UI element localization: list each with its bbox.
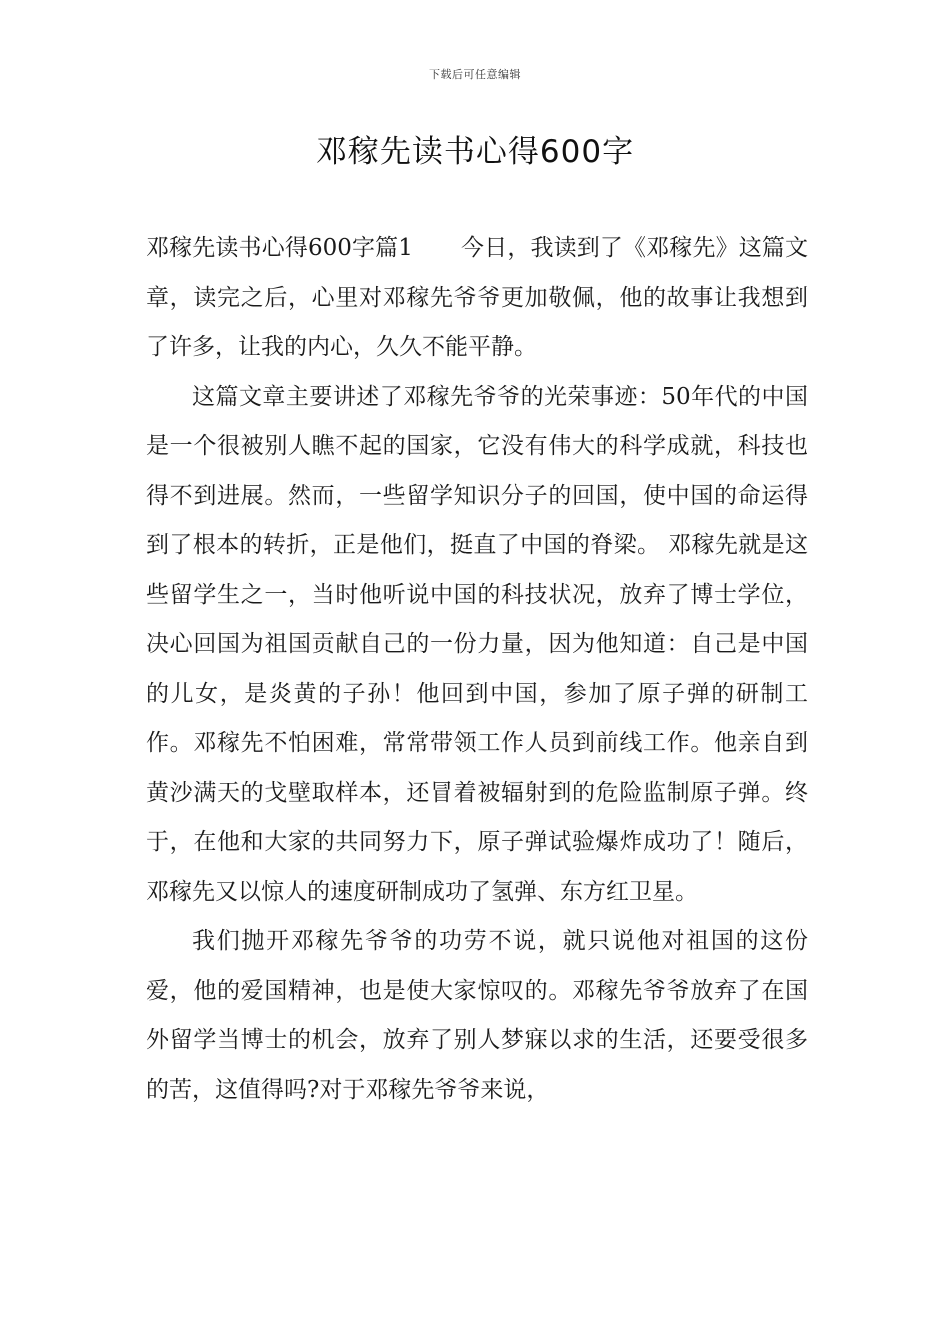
paragraph-1 xyxy=(146,224,808,373)
paragraph-2: 这篇文章主要讲述了邓稼先爷爷的光荣事迹：50年代的中国是一个很被别人瞧不起的国家，它没有伟大的科学成就，科技也得不到进展。然而，一些留学知识分子的回国，使中国的命运得到了根本的转折，正是他们，挺直了中国的脊梁。 邓稼先就是这些留学生之一，当时他听说中国的科技状况，放弃了博士学位，决心回国为祖国贡献自己的一份力量，因为他知道：自己是中国的儿女，是炎黄的子孙！他回到中国，参加了原子弹的研制工作。邓稼先不怕困难，常常带领工作人员到前线工作。他亲自到黄沙满天的戈壁取样本，还冒着被辐射到的危险监制原子弹。终于，在他和大家的共同努力下，原子弹试验爆炸成功了！随后，邓稼先又以惊人的速度研制成功了氢弹、东方红卫星。 xyxy=(146,383,808,905)
paragraph-1-text: 今日，我读到了《邓稼先》这篇文章，读完之后，心里对邓稼先爷爷更加敬佩，他的故事让我想到了许多，让我的内心，久久不能平静。 xyxy=(146,235,808,360)
document-body xyxy=(146,224,808,1115)
document-title: 邓稼先读书心得600字 xyxy=(315,134,635,170)
section-heading: 邓稼先读书心得600字篇1 xyxy=(146,235,413,261)
paragraph-3: 我们抛开邓稼先爷爷的功劳不说，就只说他对祖国的这份爱，他的爱国精神，也是使大家惊叹的。邓稼先爷爷放弃了在国外留学当博士的机会，放弃了别人梦寐以求的生活，还要受很多的苦，这值得吗?对于邓稼先爷爷来说， xyxy=(146,928,808,1103)
header-note: 下载后可任意编辑 xyxy=(429,68,521,81)
